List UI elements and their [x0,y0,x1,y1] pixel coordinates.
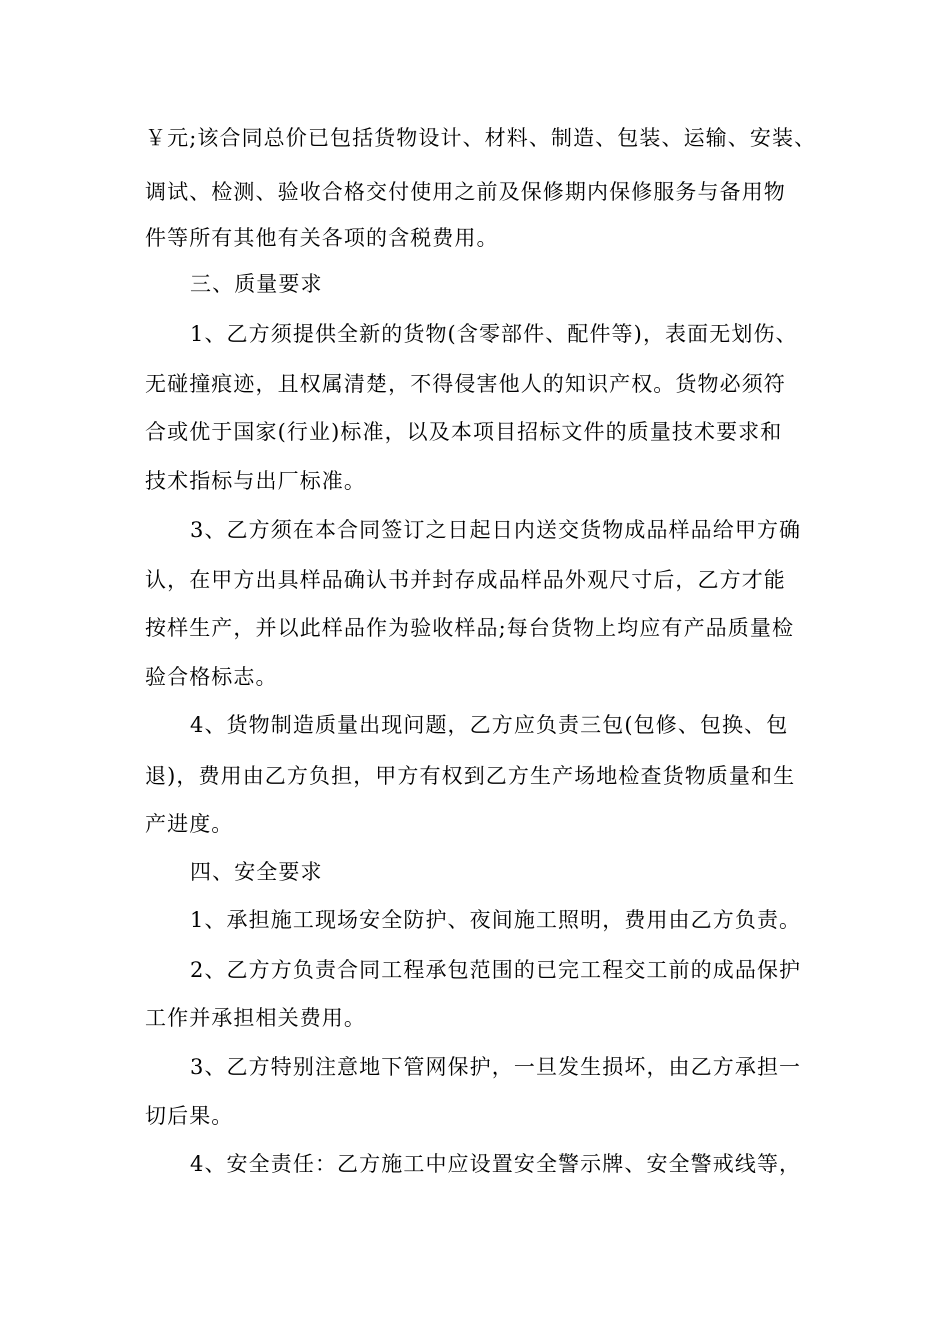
text-line: 2、乙方方负责合同工程承包范围的已完工程交工前的成品保护 [190,958,802,982]
text-line: 调试、检测、验收合格交付使用之前及保修期内保修服务与备用物 [145,180,786,204]
text-line: 4、安全责任：乙方施工中应设置安全警示牌、安全警戒线等， [190,1152,802,1176]
text-line: 产进度。 [145,812,234,836]
text-line: 验合格标志。 [145,665,278,689]
text-line: 1、乙方须提供全新的货物(含零部件、配件等)，表面无划伤、 [190,322,798,346]
text-line: 工作并承担相关费用。 [145,1006,366,1030]
text-line: 退)，费用由乙方负担，甲方有权到乙方生产场地检查货物质量和生 [145,764,796,788]
text-line: 技术指标与出厂标准。 [145,469,366,493]
text-line: ￥元;该合同总价已包括货物设计、材料、制造、包装、运输、安装、 [145,126,817,150]
text-line: 按样生产，并以此样品作为验收样品;每台货物上均应有产品质量检 [145,616,795,640]
text-line: 3、乙方须在本合同签订之日起日内送交货物成品样品给甲方确 [190,518,802,542]
text-line: 切后果。 [145,1104,234,1128]
text-line: 合或优于国家(行业)标准，以及本项目招标文件的质量技术要求和 [145,420,783,444]
text-line: 无碰撞痕迹，且权属清楚，不得侵害他人的知识产权。货物必须符 [145,372,786,396]
text-line: 1、承担施工现场安全防护、夜间施工照明，费用由乙方负责。 [190,908,802,932]
text-line: 认，在甲方出具样品确认书并封存成品样品外观尺寸后，乙方才能 [145,568,786,592]
text-line: 件等所有其他有关各项的含税费用。 [145,226,499,250]
section-heading: 三、质量要求 [190,272,323,296]
text-line: 4、货物制造质量出现问题，乙方应负责三包(包修、包换、包 [190,713,789,737]
section-heading: 四、安全要求 [190,860,323,884]
text-line: 3、乙方特别注意地下管网保护，一旦发生损坏，由乙方承担一 [190,1055,802,1079]
